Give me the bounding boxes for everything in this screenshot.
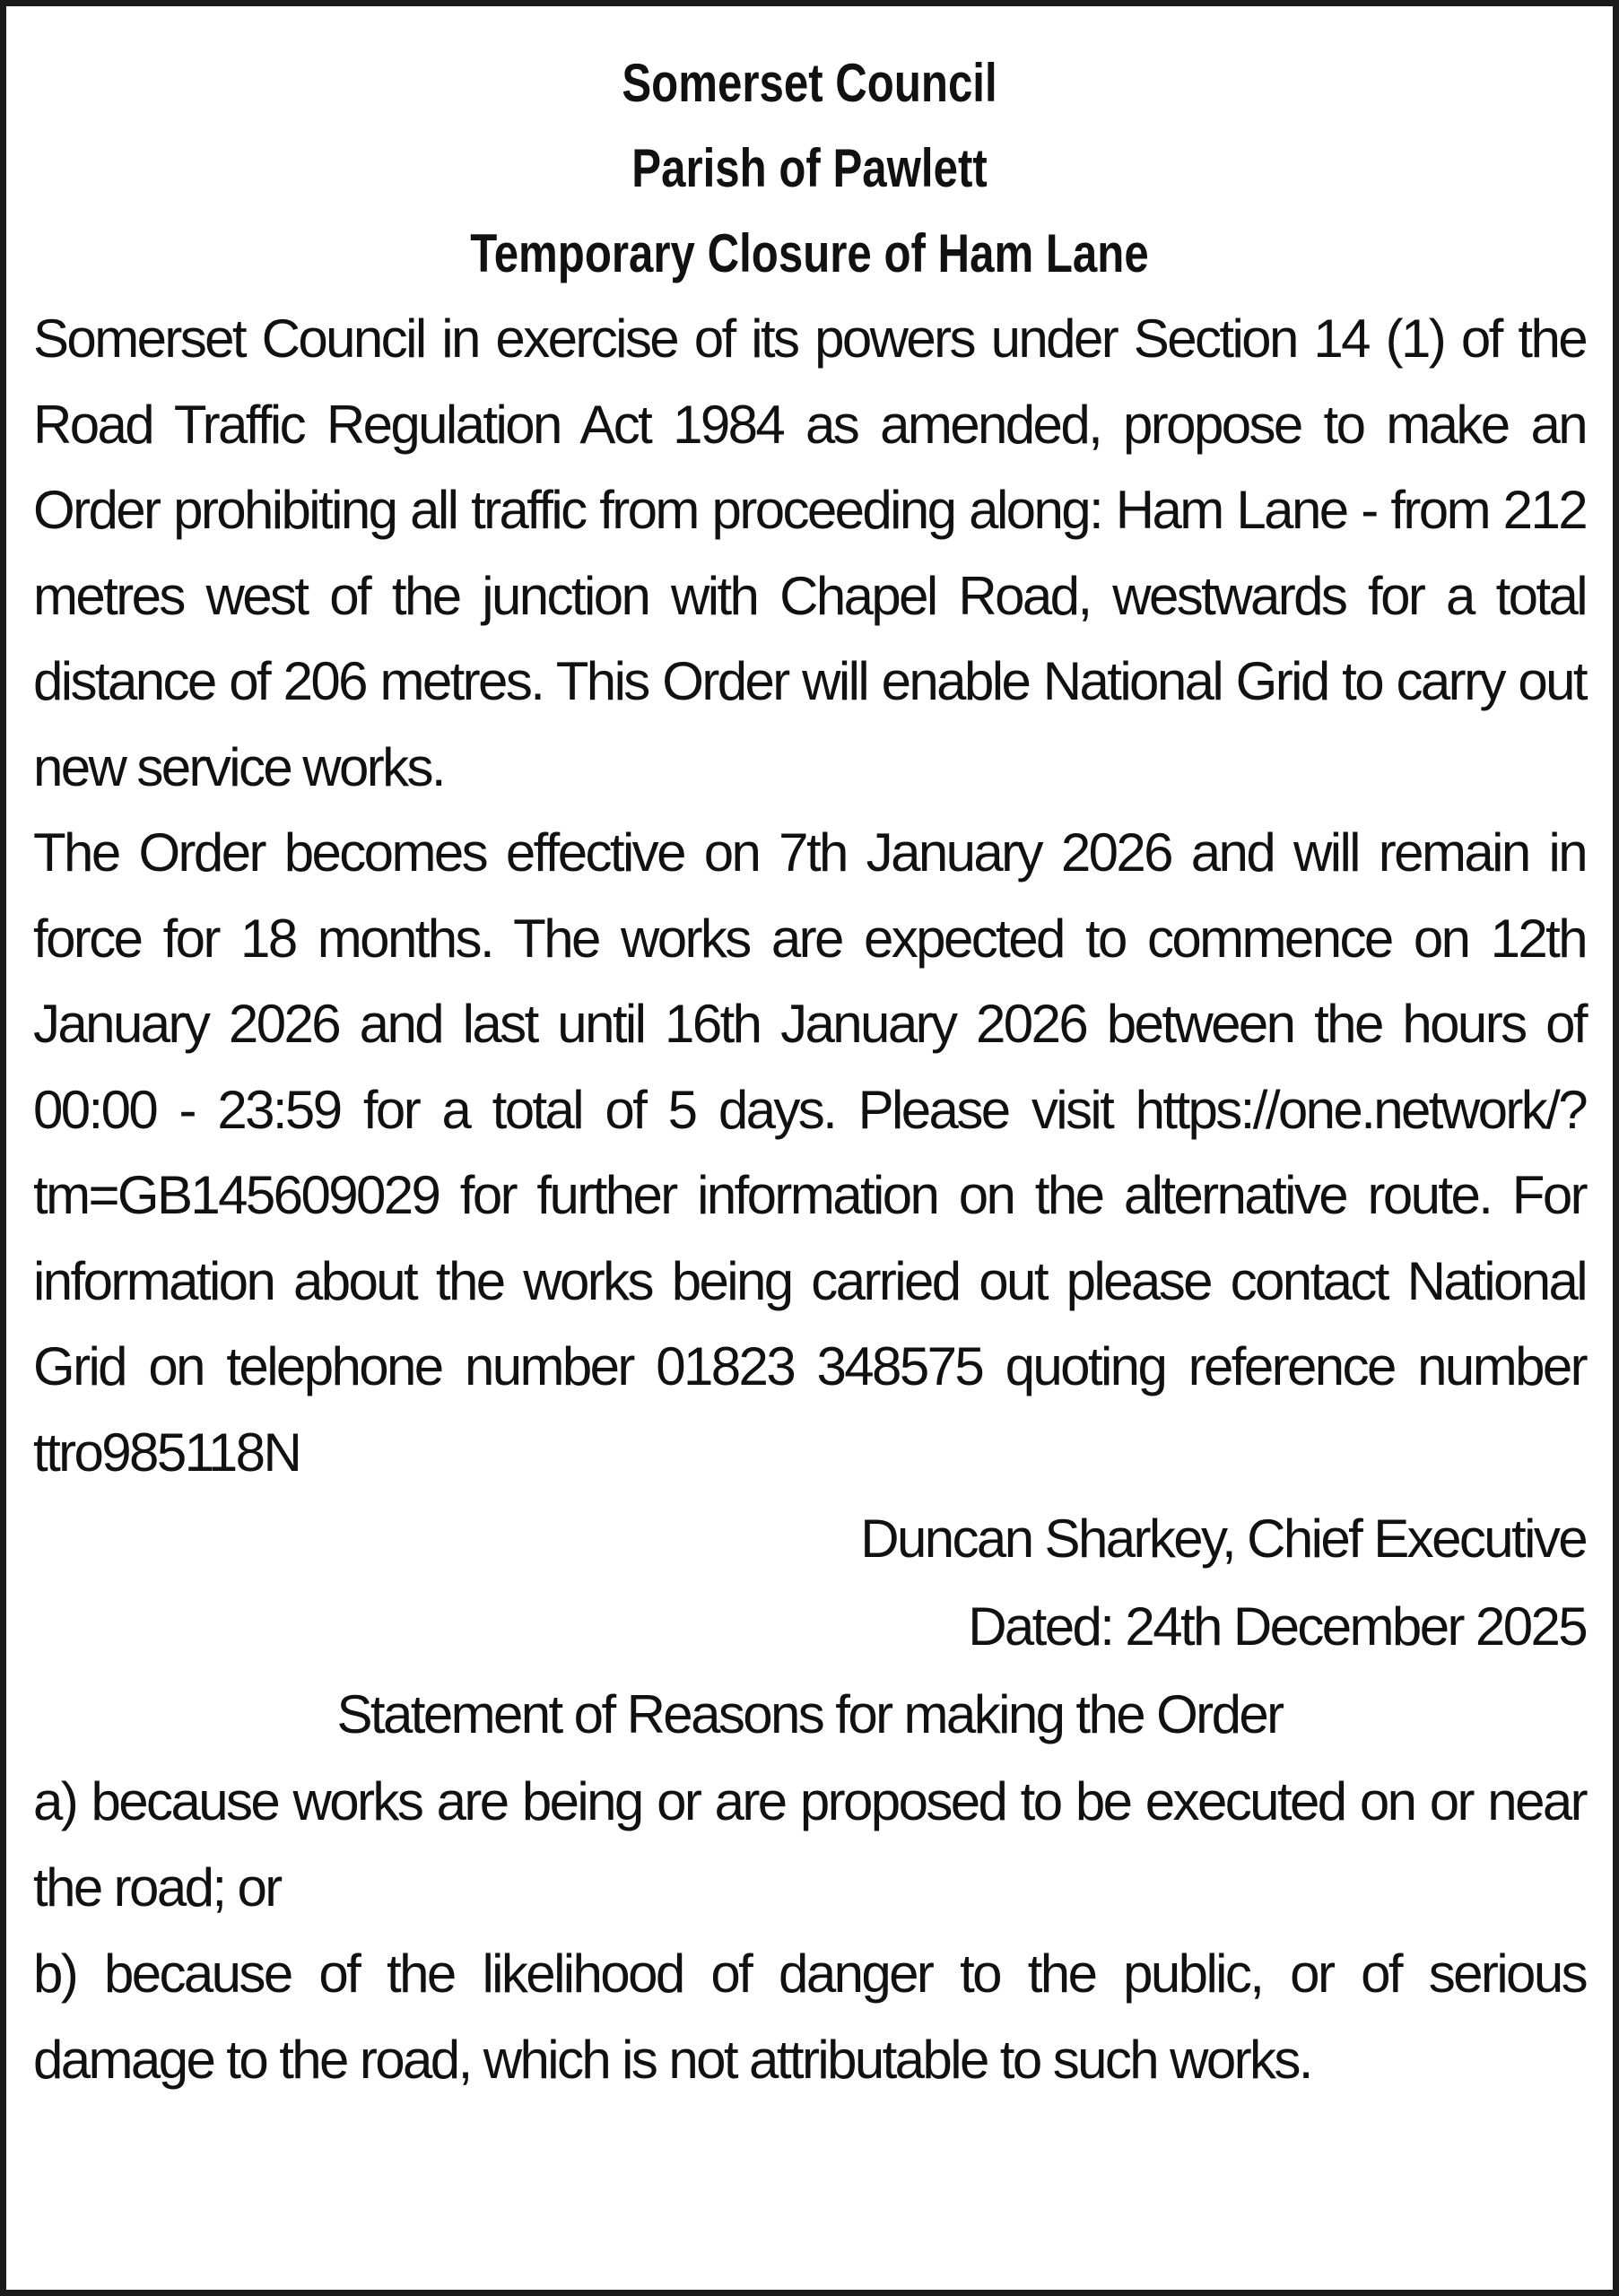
signatory: Duncan Sharkey, Chief Executive	[860, 1509, 1586, 1569]
heading-title: Temporary Closure of Ham Lane	[470, 223, 1149, 283]
paragraph-order-proposal: Somerset Council in exercise of its powers under Section 14 (1) of the Road Traffic Regulation Act 1984 as amended, propose to make an Order prohibiting all traffic from proceeding along: Ham Lane - from 212 metres west of the junction with Chapel Road, westwards for a total distance of 206 metres. This Order will enable National Grid to carry out new service works.	[33, 309, 1586, 797]
heading-council: Somerset Council	[622, 53, 997, 113]
paragraph-order-details: The Order becomes effective on 7th January 2026 and will remain in force for 18 months. The works are expected to commence on 12th January 2026 and last until 16th January 2026 between the hours of 00:00 - 23:59 for a total of 5 days. Please visit https://one.network/?tm=GB145609029 for further information on the alternative route. For information about the works being carried out please contact National Grid on telephone number 01823 348575 quoting reference number ttro985118N	[33, 822, 1586, 1483]
reasons-title: Statement of Reasons for making the Order	[336, 1684, 1283, 1744]
notice-content	[33, 40, 1586, 2103]
date-line: Dated: 24th December 2025	[968, 1596, 1586, 1657]
reason-b: b) because of the likelihood of danger to the public, or of serious damage to the road, which is not attributable to such works.	[33, 1944, 1586, 2090]
heading-parish: Parish of Pawlett	[631, 138, 988, 198]
reason-a: a) because works are being or are proposed to be executed on or near the road; or	[33, 1771, 1586, 1918]
